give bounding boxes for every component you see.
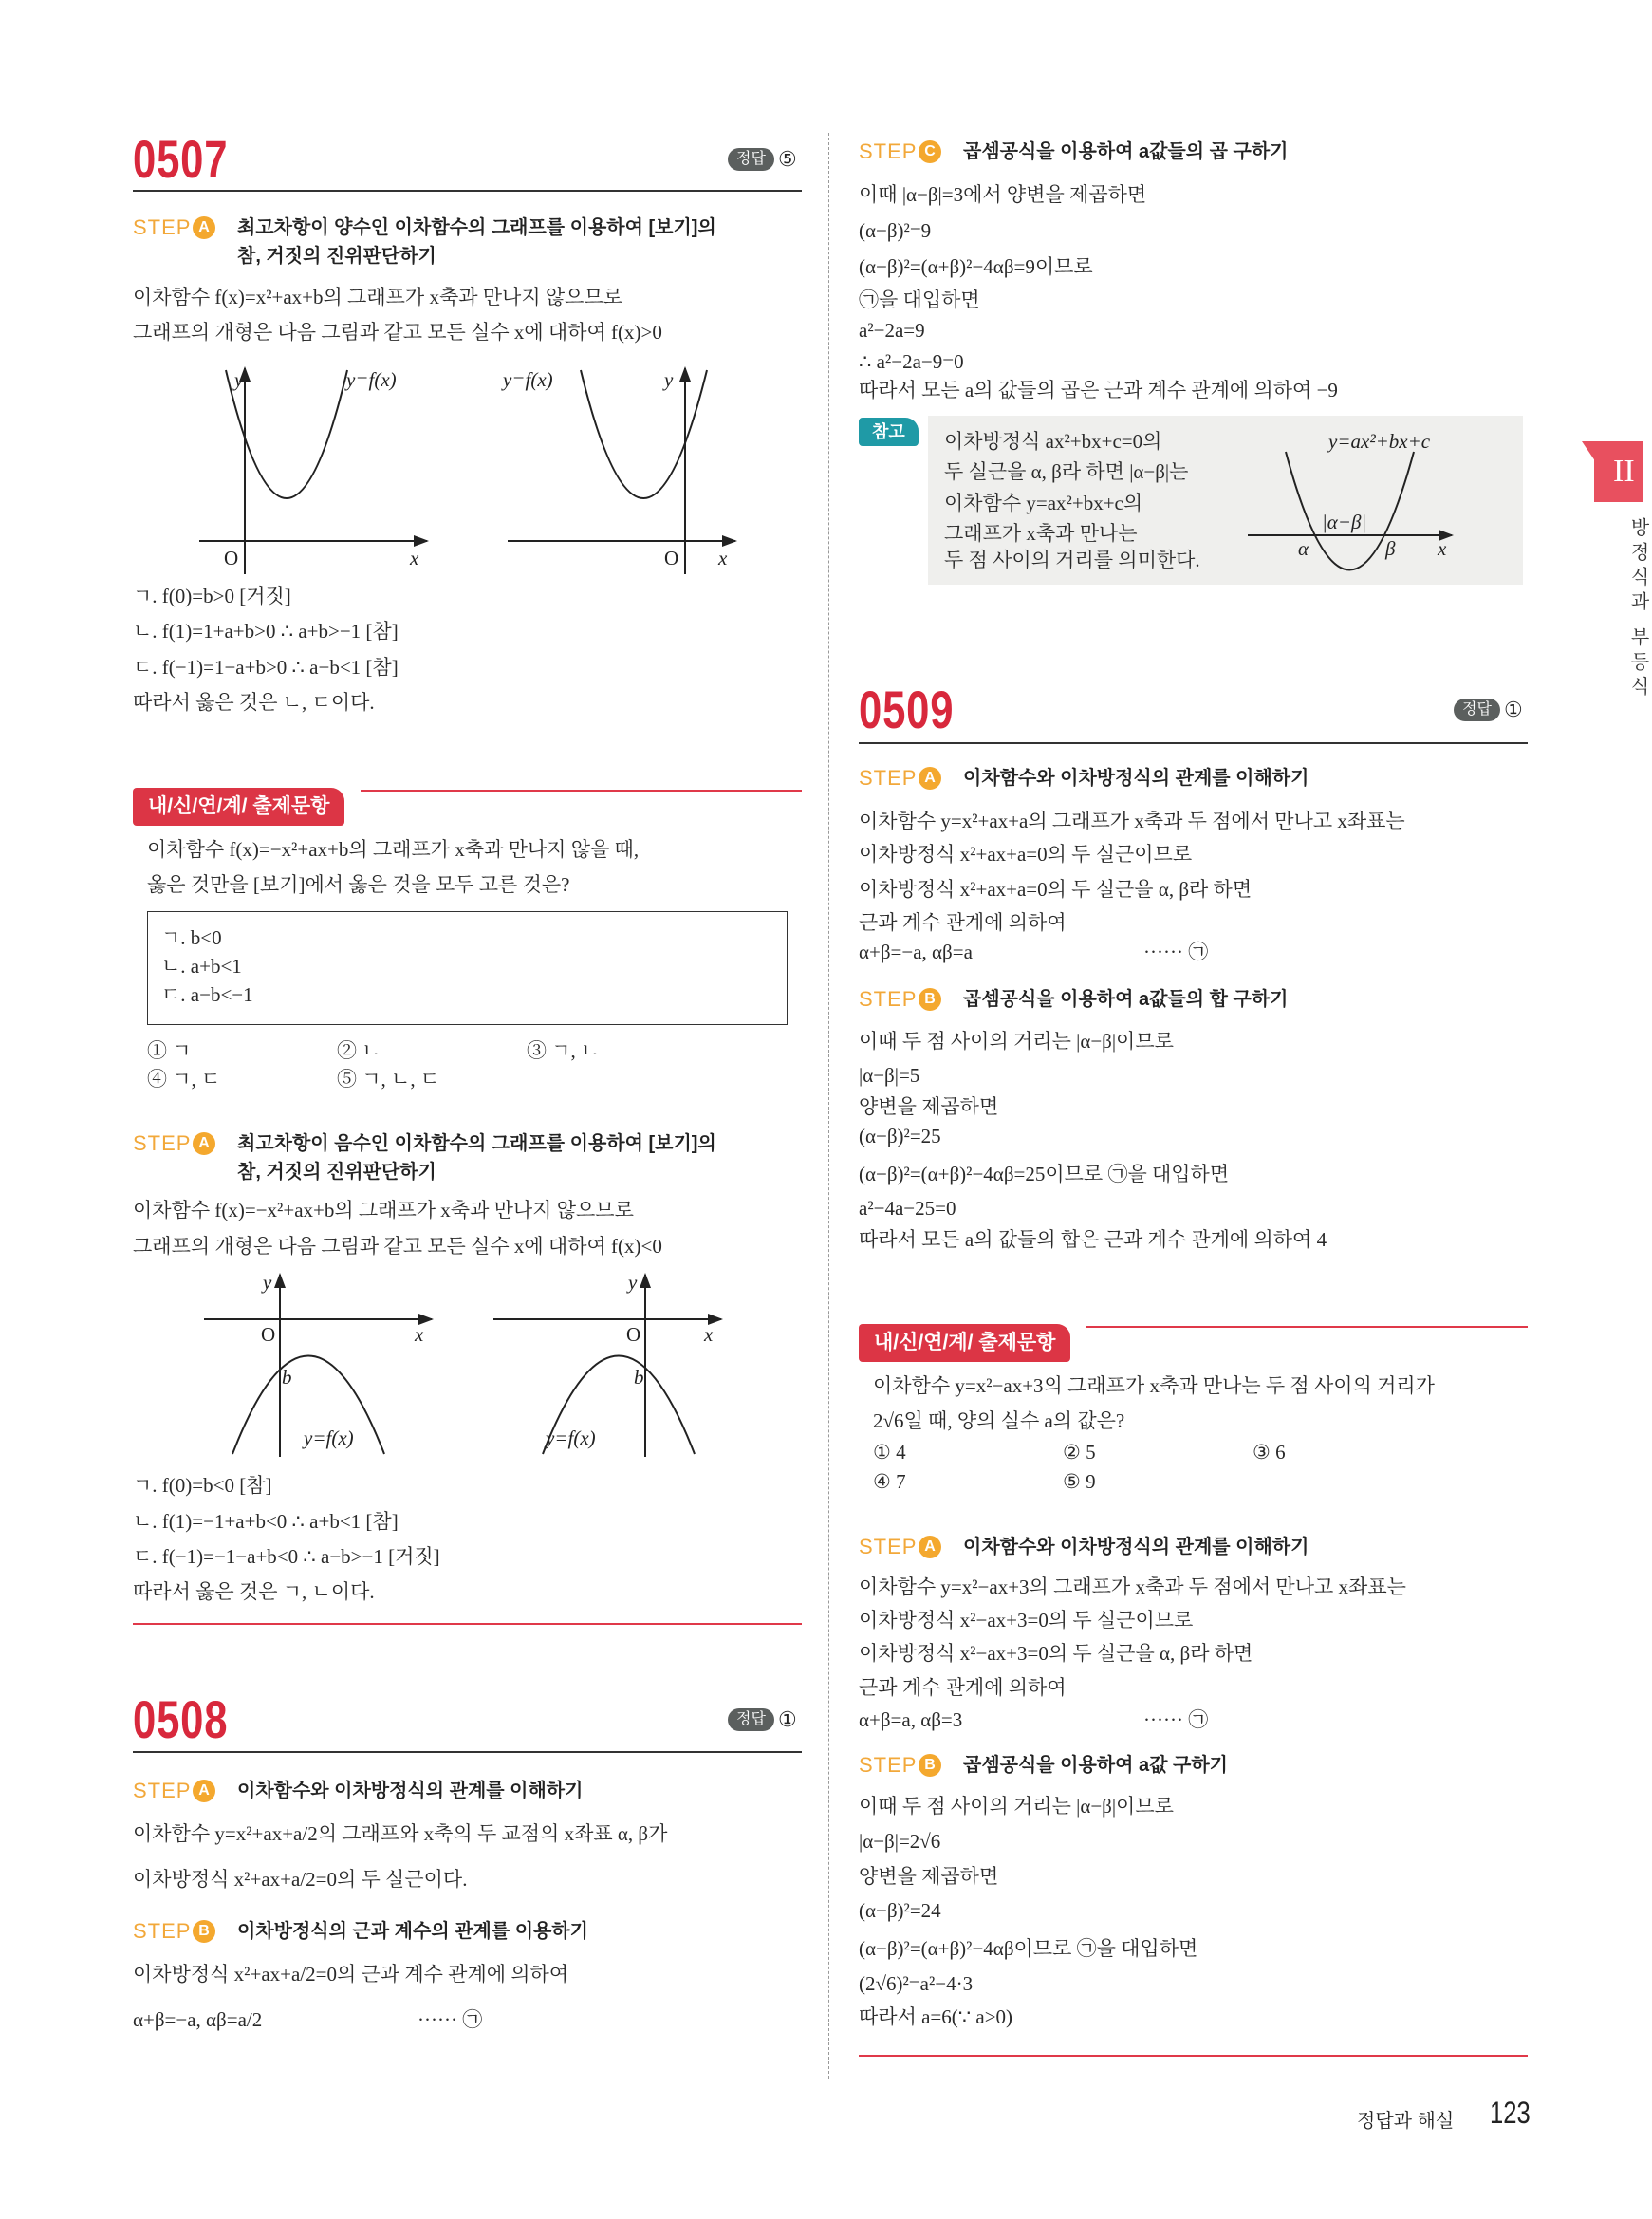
- page-number: 123: [1490, 2096, 1531, 2130]
- curve-label: y=f(x): [304, 1426, 354, 1449]
- problem-number: 0509: [859, 680, 955, 739]
- beta-label: β: [1385, 537, 1396, 560]
- text-line: (α−β)²=(α+β)²−4αβ이므로 ㉠을 대입하면: [859, 1937, 1198, 1960]
- step-title: 곱셈공식을 이용하여 a값들의 합 구하기: [963, 989, 1289, 1010]
- text-line: 그래프의 개형은 다음 그림과 같고 모든 실수 x에 대하여 f(x)<0: [133, 1235, 662, 1258]
- text-line: 양변을 제곱하면: [859, 1865, 999, 1888]
- related-problems-banner: 내/신/연/계/ 출제문항: [859, 1324, 1070, 1362]
- text-line: ㄷ. f(−1)=−1−a+b<0 ∴ a−b>−1 [거짓]: [133, 1545, 440, 1568]
- answer-choice: ④ ㄱ, ㄷ: [147, 1068, 221, 1091]
- step-label: STEP: [133, 1779, 192, 1802]
- answer-badge: 정답: [1454, 699, 1500, 721]
- text-line: |α−β|=5: [859, 1064, 920, 1087]
- origin-label: O: [664, 547, 679, 569]
- text-line: (α−β)²=9: [859, 219, 932, 242]
- graph-upward-parabola-2: [508, 368, 735, 574]
- step-title: 이차함수와 이차방정식의 관계를 이해하기: [963, 1537, 1309, 1557]
- text-line: α+β=−a, αβ=a/2: [133, 2008, 263, 2031]
- step-title: 곱셈공식을 이용하여 a값 구하기: [963, 1755, 1228, 1776]
- text-line: |α−β|=2√6: [859, 1830, 941, 1853]
- answer-value: ①: [778, 1707, 797, 1731]
- text-line: ㄷ. a−b<−1: [161, 983, 253, 1006]
- text-line: 이때 두 점 사이의 거리는 |α−β|이므로: [859, 1795, 1174, 1818]
- y-axis-label: y: [664, 368, 674, 391]
- text-line: ㉠을 대입하면: [859, 289, 980, 311]
- chapter-roman-numeral: II: [1613, 454, 1635, 489]
- text-line: 양변을 제곱하면: [859, 1095, 999, 1118]
- x-axis-label: x: [1438, 537, 1447, 560]
- curve-label: y=f(x): [346, 368, 397, 391]
- text-line: (2√6)²=a²−4·3: [859, 1972, 974, 1995]
- text-line: 이차방정식 x²+ax+a=0의 두 실근을 α, β라 하면: [859, 878, 1253, 901]
- text-line: 이때 |α−β|=3에서 양변을 제곱하면: [859, 183, 1147, 206]
- text-line: 옳은 것만을 [보기]에서 옳은 것을 모두 고른 것은?: [147, 873, 570, 896]
- text-line: ㄱ. f(0)=b<0 [참]: [133, 1474, 272, 1497]
- answer-choice: ② ㄴ: [337, 1039, 381, 1062]
- problem-number: 0508: [133, 1689, 229, 1749]
- step-title: 이차방정식의 근과 계수의 관계를 이용하기: [237, 1921, 588, 1942]
- graph-upward-parabola-1: [199, 368, 427, 574]
- text-line: ㄴ. a+b<1: [161, 955, 242, 978]
- x-axis-label: x: [415, 1323, 424, 1346]
- text-line: ∴ a²−2a−9=0: [859, 350, 964, 373]
- step-label: STEP: [133, 1131, 192, 1155]
- step-letter-badge: A: [919, 767, 941, 790]
- y-axis-label: y: [628, 1271, 638, 1294]
- answer-choice: ⑤ 9: [1063, 1470, 1096, 1493]
- answer-value: ①: [1504, 698, 1523, 721]
- answer-choice: ① 4: [873, 1441, 906, 1464]
- text-line: 이차함수 f(x)=x²+ax+b의 그래프가 x축과 만나지 않으므로: [133, 286, 623, 308]
- text-line: 이차함수 y=ax²+bx+c의: [944, 492, 1143, 514]
- text-line: 이차방정식 x²+ax+a/2=0의 두 실근이다.: [133, 1868, 468, 1891]
- step-title: 곱셈공식을 이용하여 a값들의 곱 구하기: [963, 141, 1289, 162]
- text-line: 이차방정식 ax²+bx+c=0의: [944, 430, 1162, 453]
- step-label: STEP: [133, 215, 192, 239]
- text-line: 이차함수 y=x²−ax+3의 그래프가 x축과 두 점에서 만나고 x좌표는: [859, 1576, 1406, 1598]
- text-line: α+β=a, αβ=3: [859, 1708, 963, 1731]
- text-line: (α−β)²=(α+β)²−4αβ=9이므로: [859, 255, 1093, 278]
- step-label: STEP: [859, 140, 918, 163]
- step-letter-badge: C: [919, 140, 941, 163]
- answer-value: ⑤: [778, 147, 797, 171]
- origin-label: O: [261, 1323, 276, 1346]
- note-tag: 참고: [859, 418, 919, 446]
- problem-number: 0507: [133, 129, 229, 189]
- distance-label: |α−β|: [1322, 511, 1367, 533]
- text-line: 따라서 모든 a의 값들의 곱은 근과 계수 관계에 의하여 −9: [859, 379, 1338, 401]
- text-line: 그래프의 개형은 다음 그림과 같고 모든 실수 x에 대하여 f(x)>0: [133, 321, 662, 344]
- y-axis-label: y: [234, 368, 244, 391]
- text-line: 이차방정식 x²+ax+a=0의 두 실근이므로: [859, 843, 1193, 866]
- step-letter-badge: B: [919, 988, 941, 1011]
- step-label: STEP: [133, 1919, 192, 1943]
- step-letter-badge: B: [919, 1754, 941, 1777]
- answer-badge: 정답: [728, 1708, 774, 1731]
- text-line: 따라서 a=6(∵ a>0): [859, 2005, 1013, 2028]
- answer-choice: ③ ㄱ, ㄴ: [527, 1039, 601, 1062]
- text-line: ㄴ. f(1)=1+a+b>0 ∴ a+b>−1 [참]: [133, 620, 399, 643]
- answer-choice: ⑤ ㄱ, ㄴ, ㄷ: [337, 1068, 440, 1091]
- x-axis-label: x: [410, 547, 419, 569]
- step-label: STEP: [859, 1535, 918, 1558]
- intercept-label: b: [634, 1366, 644, 1389]
- alpha-label: α: [1298, 537, 1309, 560]
- step-letter-badge: A: [193, 216, 215, 239]
- chapter-title-vertical: 방정식과 부등식: [1627, 517, 1648, 701]
- text-line: a²−2a=9: [859, 319, 925, 342]
- step-title: 최고차항이 음수인 이차함수의 그래프를 이용하여 [보기]의: [237, 1133, 716, 1154]
- y-axis-label: y: [263, 1271, 272, 1294]
- answer-choice: ① ㄱ: [147, 1039, 192, 1062]
- step-title: 이차함수와 이차방정식의 관계를 이해하기: [237, 1781, 584, 1801]
- text-line: ㄱ. b<0: [161, 926, 222, 949]
- graph-downward-parabola-2: [493, 1275, 721, 1457]
- text-line: 이차방정식 x²+ax+a/2=0의 근과 계수 관계에 의하여: [133, 1963, 569, 1986]
- text-line: a²−4a−25=0: [859, 1197, 956, 1220]
- origin-label: O: [224, 547, 239, 569]
- text-line: (α−β)²=(α+β)²−4αβ=25이므로 ㉠을 대입하면: [859, 1163, 1230, 1185]
- text-line: ㄱ. f(0)=b>0 [거짓]: [133, 585, 291, 607]
- equation-marker: ······ ㉠: [1143, 1708, 1209, 1731]
- curve-label: y=f(x): [546, 1426, 596, 1449]
- equation-marker: ······ ㉠: [1143, 941, 1209, 963]
- note-curve-label: y=ax²+bx+c: [1328, 430, 1431, 453]
- text-line: 이차함수 y=x²−ax+3의 그래프가 x축과 만나는 두 점 사이의 거리가: [873, 1374, 1435, 1397]
- text-line: 이차방정식 x²−ax+3=0의 두 실근을 α, β라 하면: [859, 1642, 1253, 1665]
- parabola-curve: [581, 370, 707, 498]
- text-line: (α−β)²=25: [859, 1125, 941, 1147]
- text-line: 두 점 사이의 거리를 의미한다.: [944, 549, 1200, 571]
- text-line: 따라서 옳은 것은 ㄴ, ㄷ이다.: [133, 691, 375, 714]
- step-title: 참, 거짓의 진위판단하기: [237, 246, 436, 267]
- step-label: STEP: [859, 987, 918, 1011]
- answer-badge: 정답: [728, 148, 774, 171]
- text-line: 그래프가 x축과 만나는: [944, 522, 1138, 545]
- text-line: 이차함수 f(x)=−x²+ax+b의 그래프가 x축과 만나지 않으므로: [133, 1199, 634, 1221]
- text-line: 근과 계수 관계에 의하여: [859, 911, 1067, 934]
- text-line: 이차함수 y=x²+ax+a/2의 그래프와 x축의 두 교점의 x좌표 α, β가: [133, 1822, 668, 1845]
- origin-label: O: [626, 1323, 641, 1346]
- step-letter-badge: B: [193, 1920, 215, 1943]
- text-line: 이차함수 y=x²+ax+a의 그래프가 x축과 두 점에서 만나고 x좌표는: [859, 810, 1405, 832]
- x-axis-label: x: [718, 547, 728, 569]
- intercept-label: b: [282, 1366, 292, 1389]
- step-letter-badge: A: [193, 1780, 215, 1802]
- text-line: α+β=−a, αβ=a: [859, 941, 973, 963]
- text-line: 2√6일 때, 양의 실수 a의 값은?: [873, 1409, 1125, 1432]
- equation-marker: ······ ㉠: [418, 2008, 483, 2031]
- answer-choice: ③ 6: [1253, 1441, 1286, 1464]
- related-problems-banner: 내/신/연/계/ 출제문항: [133, 788, 344, 826]
- text-line: ㄷ. f(−1)=1−a+b>0 ∴ a−b<1 [참]: [133, 656, 399, 679]
- x-axis-label: x: [704, 1323, 714, 1346]
- answer-choice: ② 5: [1063, 1441, 1096, 1464]
- step-label: STEP: [859, 766, 918, 790]
- step-letter-badge: A: [919, 1536, 941, 1558]
- text-line: 이때 두 점 사이의 거리는 |α−β|이므로: [859, 1030, 1174, 1053]
- step-label: STEP: [859, 1753, 918, 1777]
- text-line: 근과 계수 관계에 의하여: [859, 1676, 1067, 1699]
- answer-choice: ④ 7: [873, 1470, 906, 1493]
- step-title: 최고차항이 양수인 이차함수의 그래프를 이용하여 [보기]의: [237, 217, 716, 238]
- step-letter-badge: A: [193, 1132, 215, 1155]
- text-line: (α−β)²=24: [859, 1899, 941, 1922]
- curve-label: y=f(x): [503, 368, 553, 391]
- step-title: 이차함수와 이차방정식의 관계를 이해하기: [963, 768, 1309, 789]
- text-line: ㄴ. f(1)=−1+a+b<0 ∴ a+b<1 [참]: [133, 1510, 399, 1533]
- text-line: 이차함수 f(x)=−x²+ax+b의 그래프가 x축과 만나지 않을 때,: [147, 838, 640, 861]
- text-line: 따라서 옳은 것은 ㄱ, ㄴ이다.: [133, 1580, 375, 1603]
- text-line: 따라서 모든 a의 값들의 합은 근과 계수 관계에 의하여 4: [859, 1228, 1327, 1251]
- text-line: 두 실근을 α, β라 하면 |α−β|는: [944, 460, 1189, 483]
- step-title: 참, 거짓의 진위판단하기: [237, 1162, 436, 1183]
- footer-label: 정답과 해설: [1357, 2111, 1455, 2132]
- text-line: 이차방정식 x²−ax+3=0의 두 실근이므로: [859, 1609, 1194, 1632]
